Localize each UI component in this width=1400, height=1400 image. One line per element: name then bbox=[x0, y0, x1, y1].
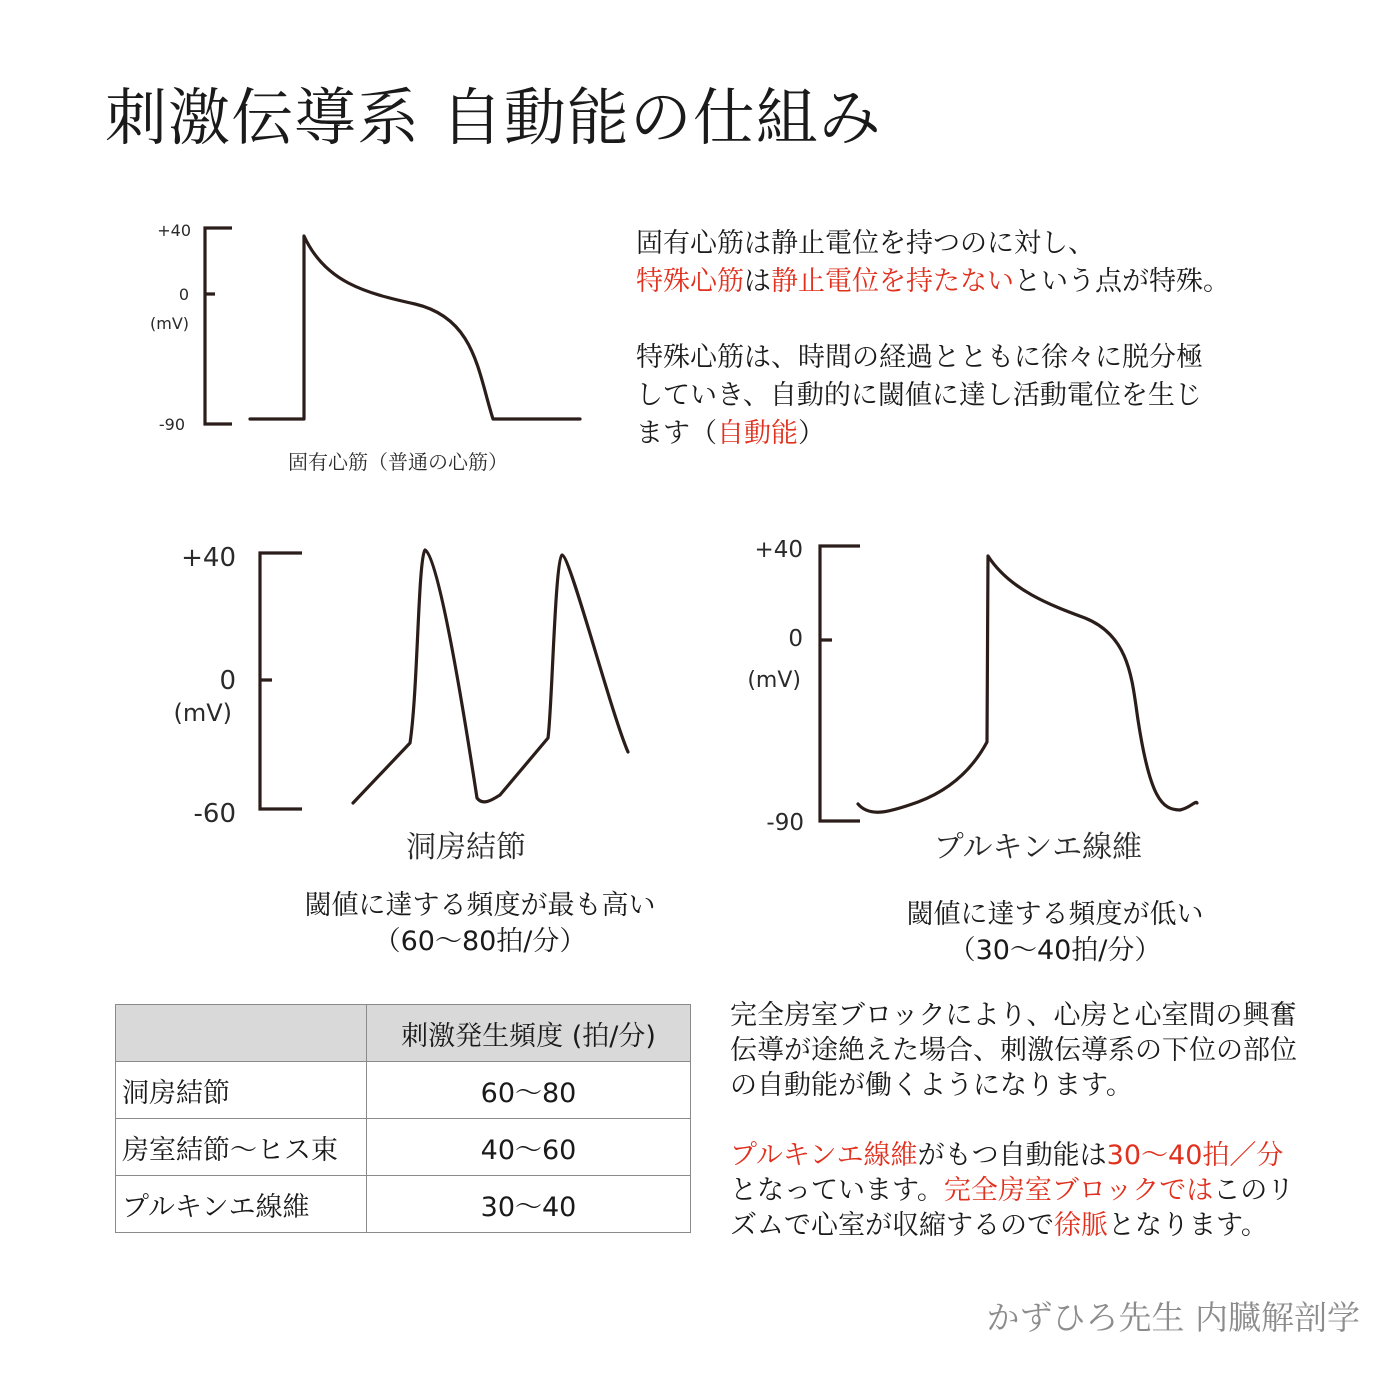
table-header-rate: 刺激発生頻度 (拍/分) bbox=[367, 1005, 691, 1062]
av-block-line-3: の自動能が働くようになります。 bbox=[730, 1070, 1133, 1101]
av-block-line-5-end: このリ bbox=[1213, 1175, 1295, 1206]
myocardium-tick-plus40: +40 bbox=[157, 221, 191, 240]
table-cell-site: 洞房結節 bbox=[116, 1062, 367, 1119]
sa-node-trace bbox=[353, 550, 628, 803]
av-block-line-1: 完全房室ブロックにより、心房と心室間の興奮 bbox=[730, 1000, 1297, 1031]
myocardium-tick-0: 0 bbox=[178, 285, 189, 304]
explanation-line-5 bbox=[636, 415, 1230, 453]
explanation-line-2 bbox=[636, 263, 1230, 301]
myocardium-trace bbox=[250, 236, 580, 419]
no-resting-potential-highlight: 静止電位を持たない bbox=[771, 266, 1014, 297]
special-myocardium-highlight: 特殊心筋 bbox=[636, 266, 744, 297]
myocardium-unit: (mV) bbox=[149, 314, 189, 333]
sa-node-note bbox=[305, 888, 656, 960]
table-header-row bbox=[116, 1005, 691, 1062]
purkinje-trace bbox=[858, 556, 1197, 812]
av-block-line-6-start: ズムで心室が収縮するので bbox=[730, 1210, 1054, 1241]
av-block-line-6-end: となります。 bbox=[1108, 1210, 1268, 1241]
purkinje-tick-plus40: +40 bbox=[754, 537, 803, 563]
page-title: 刺激伝導系 自動能の仕組み bbox=[105, 81, 882, 154]
myocardium-caption: 固有心筋（普通の心筋） bbox=[288, 450, 508, 474]
av-block-line-5 bbox=[730, 1173, 1297, 1208]
explanation-line-4: していき、自動的に閾値に達し活動電位を生じ bbox=[636, 380, 1202, 411]
purkinje-note bbox=[907, 897, 1204, 969]
av-block-text bbox=[730, 998, 1297, 1243]
av-block-line-2: 伝導が途絶えた場合、刺激伝導系の下位の部位 bbox=[730, 1035, 1297, 1066]
purkinje-highlight: プルキンエ線維 bbox=[730, 1140, 918, 1171]
explanation-line-5-start: ます（ bbox=[636, 418, 717, 449]
table-cell-rate: 30〜40 bbox=[367, 1176, 691, 1233]
sa-node-y-axis bbox=[260, 553, 302, 809]
av-block-line-4 bbox=[730, 1138, 1297, 1173]
table-cell-rate: 40〜60 bbox=[367, 1119, 691, 1176]
automaticity-highlight: 自動能 bbox=[717, 418, 798, 449]
table-header-empty bbox=[116, 1005, 367, 1062]
pacemaker-rate-table bbox=[115, 1004, 691, 1233]
table-row bbox=[116, 1119, 691, 1176]
explanation-text bbox=[636, 225, 1230, 453]
explanation-line-5-end: ） bbox=[798, 418, 825, 449]
table-row bbox=[116, 1062, 691, 1119]
sa-node-diagram bbox=[173, 543, 628, 865]
bradycardia-highlight: 徐脈 bbox=[1054, 1210, 1108, 1241]
sa-node-note-line2: （60〜80拍/分） bbox=[373, 926, 587, 957]
av-block-line-5-start: となっています。 bbox=[730, 1175, 944, 1206]
av-block-line-6 bbox=[730, 1208, 1297, 1243]
footer-credit: かずひろ先生 内臓解剖学 bbox=[986, 1298, 1360, 1337]
sa-node-tick-minus60: -60 bbox=[193, 799, 236, 829]
purkinje-unit: (mV) bbox=[747, 668, 801, 693]
rate-highlight: 30〜40拍／分 bbox=[1106, 1140, 1284, 1171]
table-cell-site: プルキンエ線維 bbox=[116, 1176, 367, 1233]
sa-node-note-line1: 閾値に達する頻度が最も高い bbox=[304, 890, 656, 921]
explanation-line-1: 固有心筋は静止電位を持つのに対し、 bbox=[636, 228, 1095, 259]
table-cell-rate: 60〜80 bbox=[367, 1062, 691, 1119]
sa-node-caption: 洞房結節 bbox=[406, 830, 526, 865]
sa-node-tick-0: 0 bbox=[219, 666, 236, 696]
myocardium-diagram bbox=[150, 221, 580, 474]
sa-node-unit: (mV) bbox=[173, 699, 232, 727]
purkinje-note-line1: 閾値に達する頻度が低い bbox=[906, 899, 1204, 930]
complete-av-block-highlight: 完全房室ブロックでは bbox=[943, 1175, 1214, 1206]
explanation-line-2-particle: は bbox=[744, 266, 771, 297]
purkinje-tick-minus90: -90 bbox=[766, 810, 804, 836]
explanation-line-3: 特殊心筋は、時間の経過とともに徐々に脱分極 bbox=[636, 342, 1203, 373]
purkinje-diagram bbox=[747, 537, 1197, 865]
purkinje-note-line2: （30〜40拍/分） bbox=[948, 935, 1162, 966]
purkinje-caption: プルキンエ線維 bbox=[933, 830, 1143, 865]
purkinje-tick-0: 0 bbox=[788, 626, 803, 652]
av-block-line-4-mid: がもつ自動能は bbox=[917, 1140, 1107, 1171]
table-cell-site: 房室結節〜ヒス束 bbox=[116, 1119, 367, 1176]
table-row bbox=[116, 1176, 691, 1233]
sa-node-tick-plus40: +40 bbox=[181, 543, 236, 573]
purkinje-y-axis bbox=[820, 546, 860, 821]
myocardium-y-axis bbox=[205, 228, 232, 424]
explanation-line-2-end: という点が特殊。 bbox=[1014, 266, 1230, 297]
myocardium-tick-minus90: -90 bbox=[158, 415, 185, 434]
